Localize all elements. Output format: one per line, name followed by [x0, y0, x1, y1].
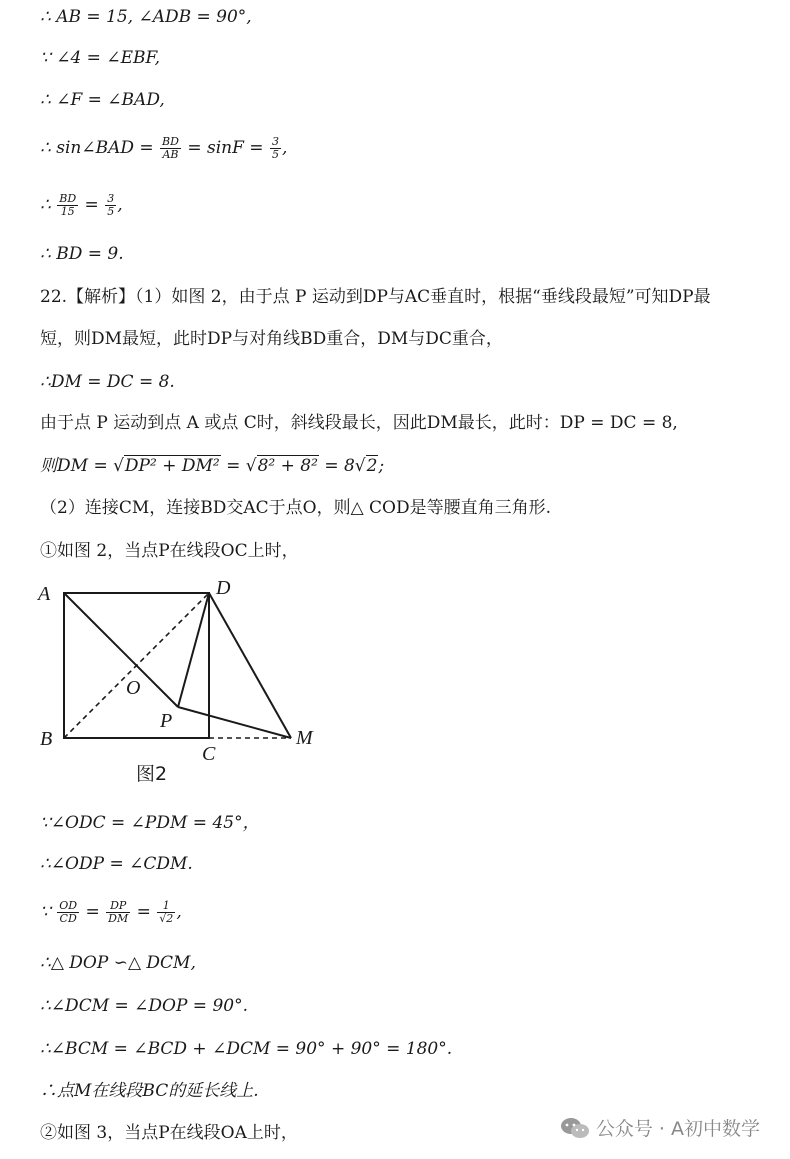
line-3: ∴ ∠F = ∠BAD,: [40, 90, 165, 110]
line-21: ②如图 3，当点P在线段OA上时，: [40, 1123, 298, 1143]
line-8: 短，则DM最短，此时DP与对角线BD重合，DM与DC重合，: [40, 329, 503, 349]
label-c: C: [202, 743, 216, 765]
segment-ap: [64, 593, 178, 707]
figure-svg: [36, 574, 336, 789]
label-d: D: [216, 577, 231, 599]
line-12: （2）连接CM，连接BD交AC于点O，则△ COD是等腰直角三角形.: [40, 498, 552, 518]
line-11: 则DM = √DP² + DM² = √8² + 8² = 8√2;: [40, 456, 385, 476]
segment-dm: [209, 593, 291, 738]
line-1: ∴ AB = 15, ∠ADB = 90°,: [40, 7, 252, 27]
line-9: ∴DM = DC = 8.: [40, 372, 175, 392]
watermark-text: 公众号 · A初中数学: [595, 1118, 760, 1140]
label-m: M: [296, 727, 313, 749]
line-14: ∵∠ODC = ∠PDM = 45°，: [40, 813, 260, 833]
line-7: 22.【解析】（1）如图 2，由于点 P 运动到DP与AC垂直时，根据“垂线段最短”可知DP最: [40, 287, 711, 307]
line-5: ∴ $\frac{BD}{15}$ = $\frac{3}{5}$ ,: [40, 192, 123, 218]
line-20: ∴点M在线段BC的延长线上.: [40, 1081, 259, 1101]
line-15: ∴∠ODP = ∠CDM.: [40, 854, 193, 874]
line-10: 由于点 P 运动到点 A 或点 C时，斜线段最长，因此DM最长，此时：DP = DC = 8,: [40, 413, 678, 433]
line-18: ∴∠DCM = ∠DOP = 90°.: [40, 996, 248, 1016]
geometry-figure-2: [36, 574, 336, 789]
wechat-icon: [560, 1117, 590, 1139]
line-2: ∵ ∠4 = ∠EBF,: [40, 48, 161, 68]
line-13: ①如图 2，当点P在线段OC上时，: [40, 541, 299, 561]
watermark: [560, 1114, 760, 1141]
line-17: ∴△ DOP ∽△ DCM,: [40, 953, 196, 973]
line-16: ∵ $\frac{OD}{CD}$ = $\frac{DP}{DM}$ = $\frac{1}{√2}$ ,: [40, 899, 182, 925]
segment-dp: [178, 593, 209, 707]
segment-pm: [178, 707, 291, 738]
figure-caption: 图2: [136, 763, 168, 785]
line-19: ∴∠BCM = ∠BCD + ∠DCM = 90° + 90° = 180°.: [40, 1039, 453, 1059]
line-4: ∴ sin∠BAD = $\frac{BD}{AB}$ = sinF = $\frac{3}{5}$ ,: [40, 135, 288, 161]
label-o: O: [126, 677, 141, 699]
line-6: ∴ BD = 9.: [40, 244, 124, 264]
label-b: B: [40, 728, 53, 750]
label-p: P: [160, 710, 173, 732]
label-a: A: [38, 583, 51, 605]
